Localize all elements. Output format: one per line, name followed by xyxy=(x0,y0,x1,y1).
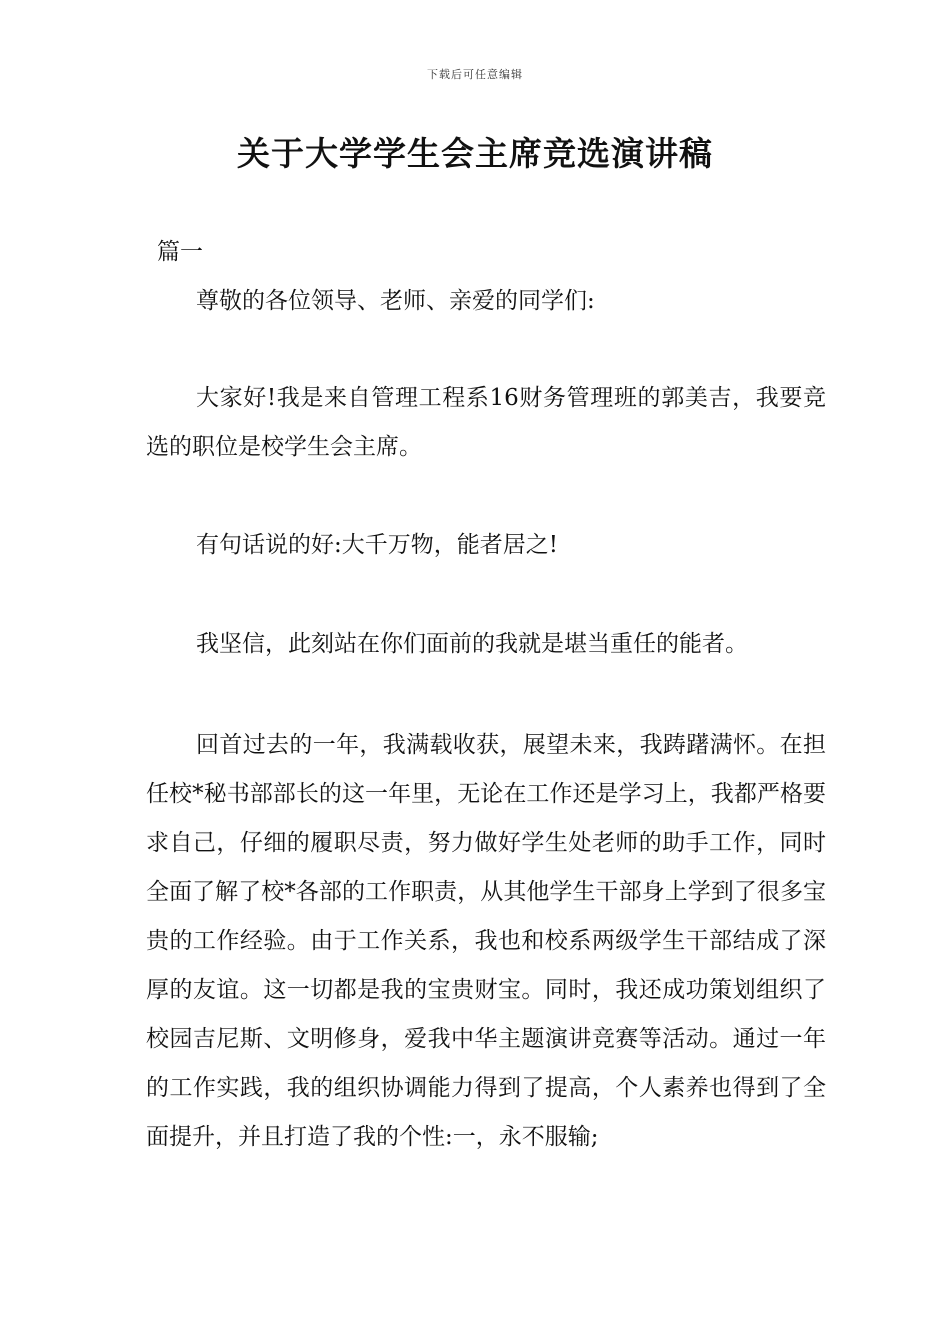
header-note: 下载后可任意编辑 xyxy=(427,68,523,81)
paragraph-introduction: 大家好!我是来自管理工程系16财务管理班的郭美吉，我要竞选的职位是校学生会主席。 xyxy=(146,385,826,460)
paragraph-review: 回首过去的一年，我满载收获，展望未来，我踌躇满怀。在担任校*秘书部部长的这一年里，无论在工作还是学习上，我都严格要求自己，仔细的履职尽责，努力做好学生处老师的助手工作，同时全面了解了校*各部的工作职责，从其他学生干部身上学到了很多宝贵的工作经验。由于工作关系，我也和校系两级学生干部结成了深厚的友谊。这一切都是我的宝贵财宝。同时，我还成功策划组织了校园吉尼斯、文明修身，爱我中华主题演讲竞赛等活动。通过一年的工作实践，我的组织协调能力得到了提高，个人素养也得到了全面提升，并且打造了我的个性:一，永不服输; xyxy=(146,732,826,1150)
document-title: 关于大学学生会主席竞选演讲稿 xyxy=(237,134,713,173)
paragraph-greeting: 尊敬的各位领导、老师、亲爱的同学们: xyxy=(196,288,595,314)
section-label: 篇一 xyxy=(157,239,203,265)
paragraph-belief: 我坚信，此刻站在你们面前的我就是堪当重任的能者。 xyxy=(196,631,748,657)
paragraph-quote: 有句话说的好:大千万物，能者居之! xyxy=(196,532,558,558)
